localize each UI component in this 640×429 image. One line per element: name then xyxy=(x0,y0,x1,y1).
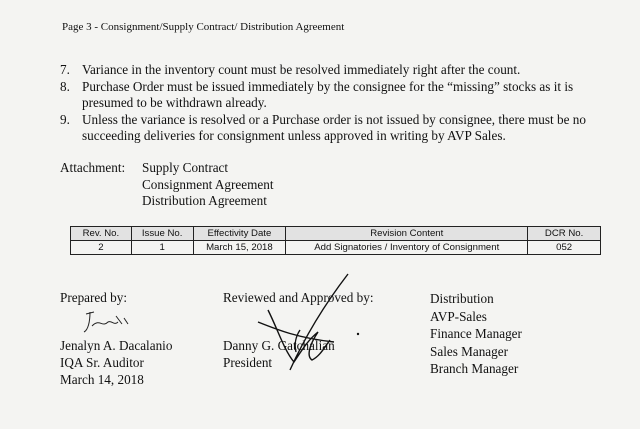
table-row xyxy=(71,241,601,255)
attachment-item: Consignment Agreement xyxy=(142,176,274,192)
distribution-block xyxy=(430,290,522,378)
table-header-row xyxy=(71,227,601,241)
cell-rev-no: 2 xyxy=(71,241,132,255)
prepared-block xyxy=(60,338,172,388)
reviewed-block xyxy=(223,338,335,372)
header-dcr-no: DCR No. xyxy=(528,227,601,241)
distribution-item: Branch Manager xyxy=(430,361,519,377)
attachment-list xyxy=(142,160,274,210)
header-issue-no: Issue No. xyxy=(131,227,193,241)
approver-title: President xyxy=(223,354,273,370)
list-item xyxy=(60,79,608,112)
reviewed-by-label: Reviewed and Approved by: xyxy=(223,290,374,305)
header-revision-content: Revision Content xyxy=(286,227,528,241)
numbered-list xyxy=(60,62,608,145)
item-text: Variance in the inventory count must be resolved immediately right after the count. xyxy=(82,62,521,77)
attachment-item: Distribution Agreement xyxy=(142,193,267,208)
attachment-section xyxy=(60,160,274,210)
item-number: 9. xyxy=(60,111,70,127)
item-number: 8. xyxy=(60,78,70,94)
prepared-signature-icon xyxy=(78,308,138,338)
prepared-by-label: Prepared by: xyxy=(60,290,128,305)
revision-table xyxy=(70,226,601,255)
list-item xyxy=(60,112,608,145)
distribution-item: AVP-Sales xyxy=(430,308,487,324)
preparer-title: IQA Sr. Auditor xyxy=(60,354,144,370)
cell-issue-no: 1 xyxy=(131,241,193,255)
attachment-item: Supply Contract xyxy=(142,160,229,175)
list-item xyxy=(60,62,608,79)
page-header: Page 3 - Consignment/Supply Contract/ Distribution Agreement xyxy=(62,21,345,33)
item-number: 7. xyxy=(60,62,70,77)
cell-dcr-no: 052 xyxy=(528,241,601,255)
header-effectivity-date: Effectivity Date xyxy=(193,227,286,241)
item-text: Unless the variance is resolved or a Purchase order is not issued by consignee, there must be no succeeding deliveries for consignment unless approved in writing by AVP Sales. xyxy=(82,111,586,144)
attachment-label: Attachment: xyxy=(60,160,126,175)
item-text: Purchase Order must be issued immediately by the consignee for the “missing” stocks as it is presumed to be withdrawn already. xyxy=(82,78,574,111)
distribution-item: Sales Manager xyxy=(430,343,508,359)
distribution-label: Distribution xyxy=(430,291,494,306)
approver-name: Danny G. Gatchalian xyxy=(223,338,335,353)
distribution-item: Finance Manager xyxy=(430,326,522,342)
cell-effectivity-date: March 15, 2018 xyxy=(193,241,286,255)
preparer-name: Jenalyn A. Dacalanio xyxy=(60,338,173,353)
header-rev-no: Rev. No. xyxy=(71,227,132,241)
prepared-date: March 14, 2018 xyxy=(60,371,144,387)
cell-revision-content: Add Signatories / Inventory of Consignment xyxy=(286,241,528,255)
